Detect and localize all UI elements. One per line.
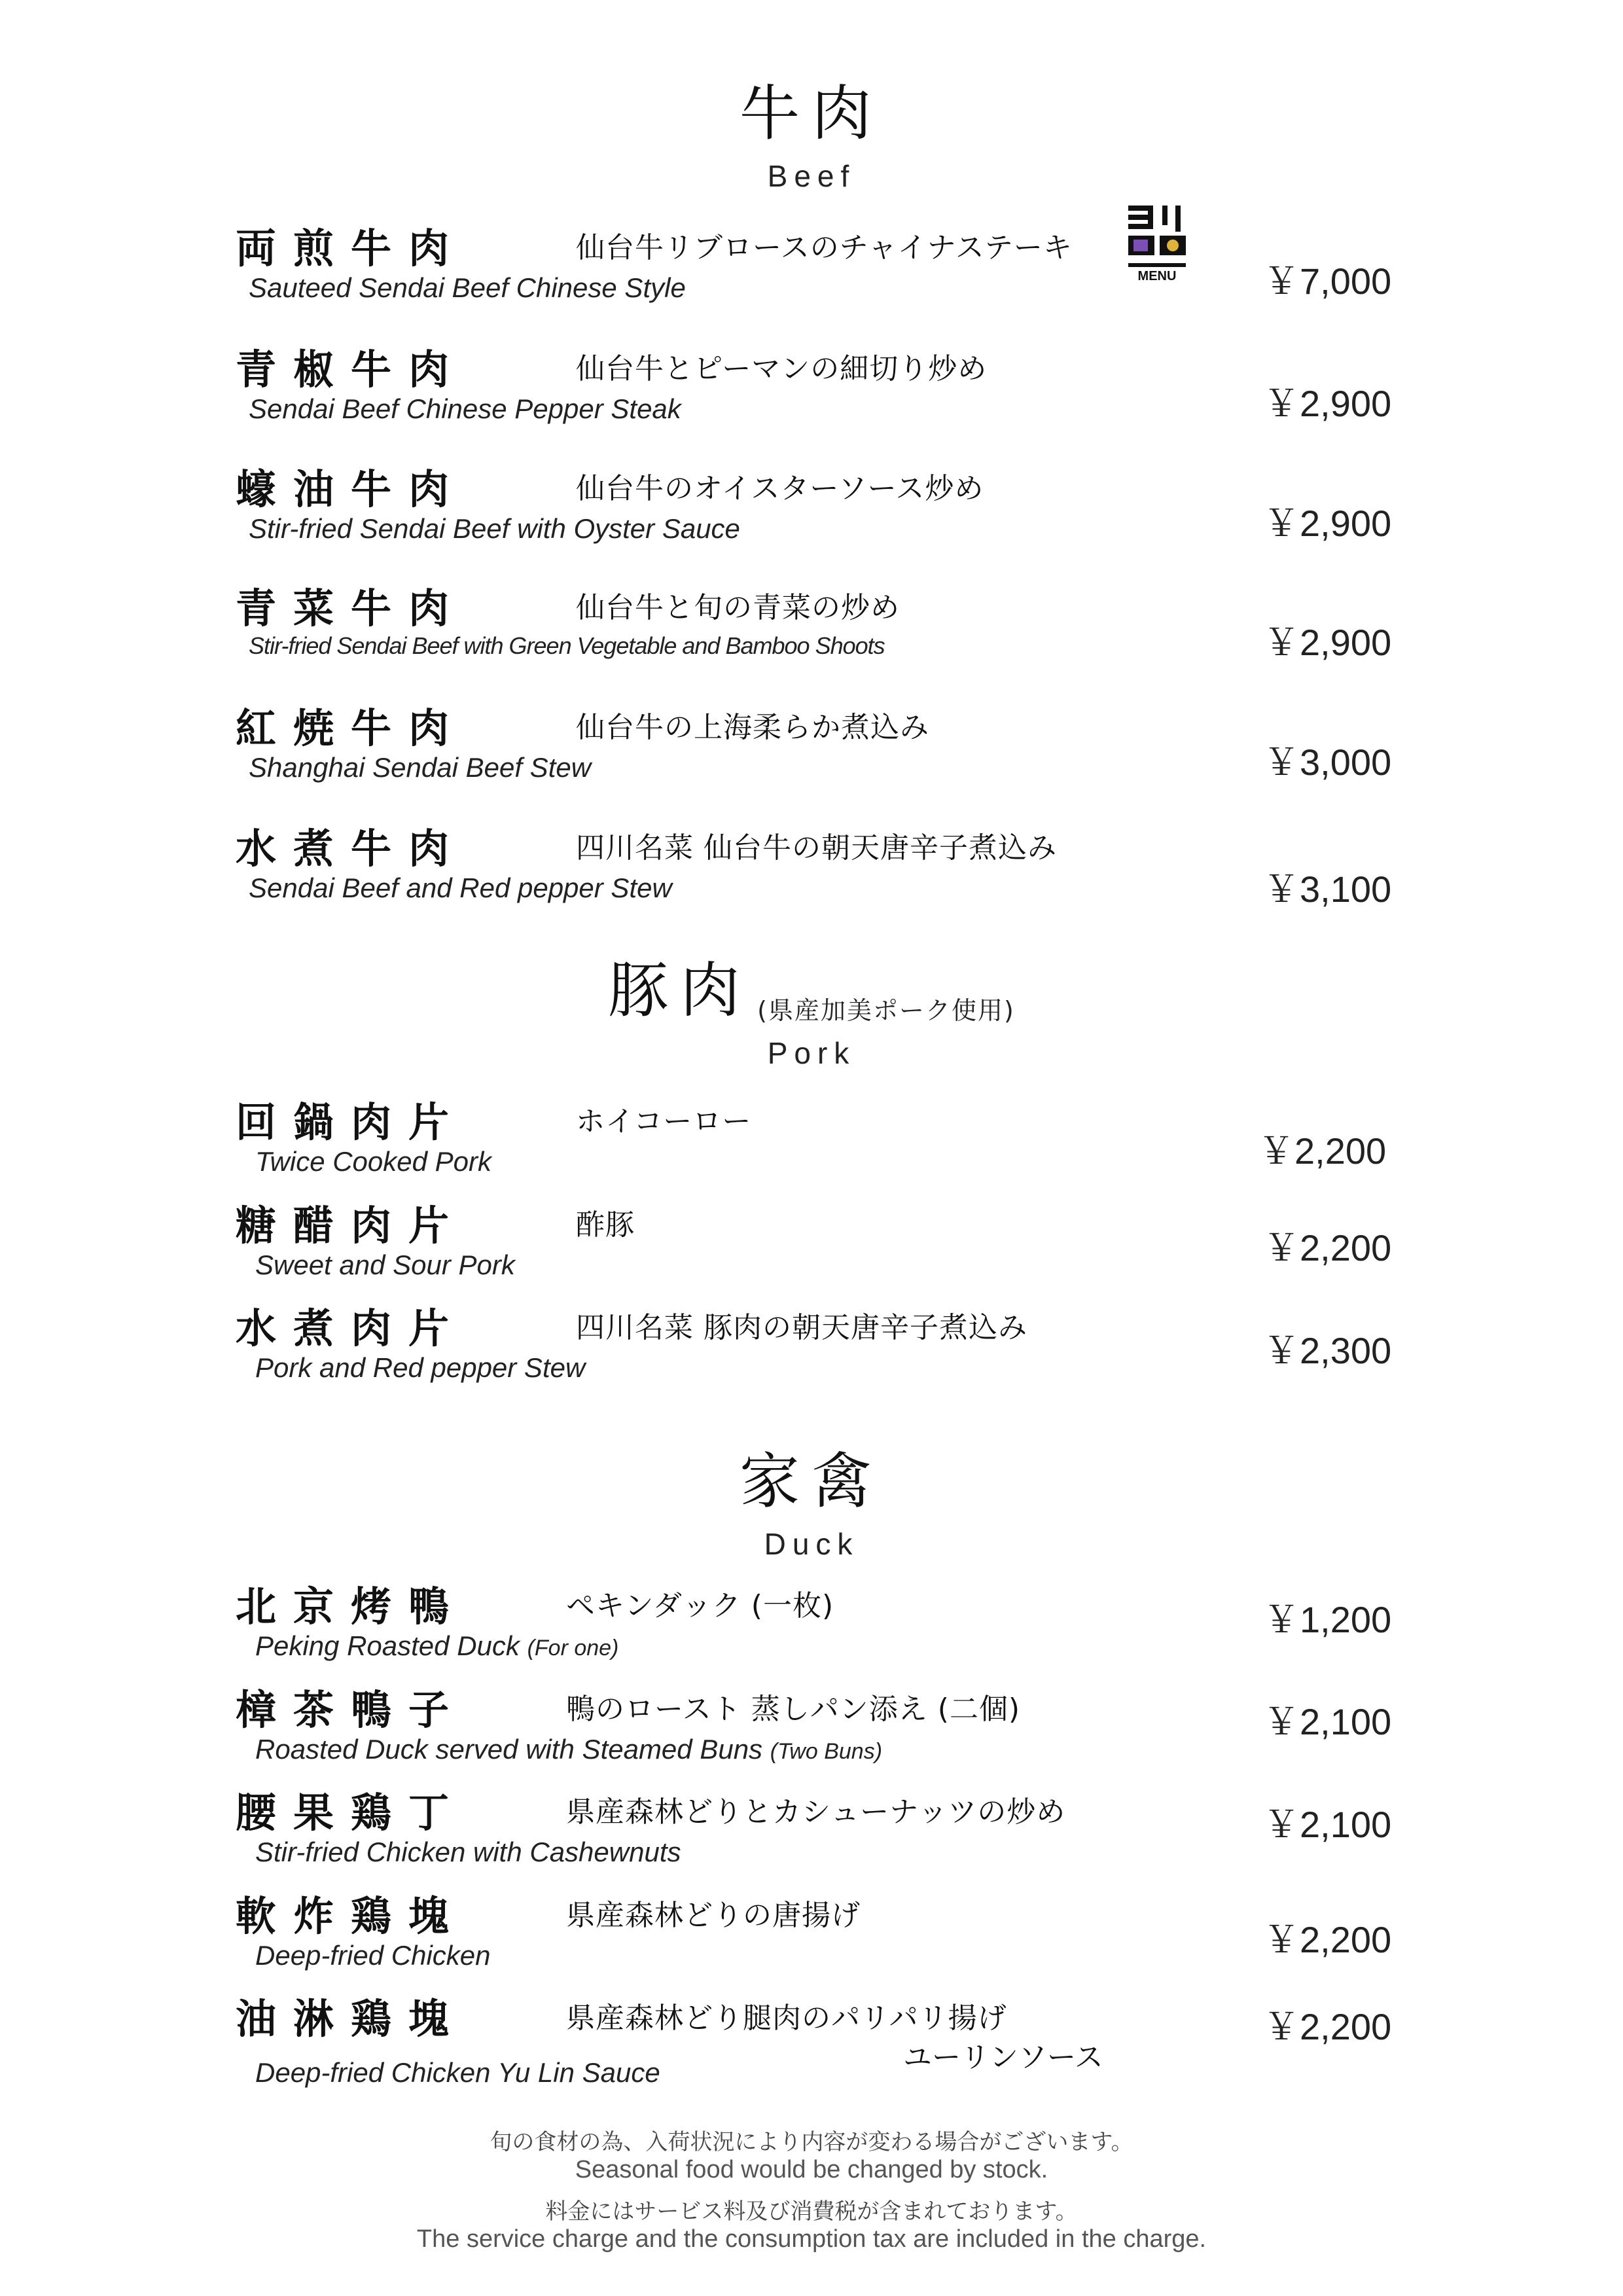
dish-name: 水煮肉片	[236, 1304, 467, 1352]
dish-price: ￥2,200	[1258, 1130, 1387, 1172]
beef-item-2	[0, 337, 1623, 455]
dish-name: 糖醋肉片	[236, 1202, 467, 1249]
beef-item-6	[0, 816, 1623, 934]
dish-name: 蠔油牛肉	[236, 465, 467, 513]
dish-desc-jp: 仙台牛リブロースのチャイナステーキ	[576, 231, 1073, 264]
dish-desc-en: Sauteed Sendai Beef Chinese Style	[249, 272, 686, 303]
dish-desc-jp: 四川名菜 仙台牛の朝天唐辛子煮込み	[576, 831, 1057, 865]
dish-price: ￥2,100	[1263, 1804, 1392, 1845]
dish-price: ￥7,000	[1263, 260, 1392, 302]
dish-desc-jp: 鴨のロースト 蒸しパン添え (二個)	[566, 1693, 1021, 1726]
dish-name: 紅焼牛肉	[236, 704, 467, 752]
dish-price: ￥3,100	[1263, 869, 1392, 910]
dish-price: ￥2,300	[1263, 1330, 1392, 1371]
dish-desc-en: Deep-fried Chicken Yu Lin Sauce	[255, 2057, 660, 2088]
dish-desc-en: Stir-fried Sendai Beef with Green Vegetable and Bamboo Shoots	[249, 632, 885, 659]
pork-title-jp: 豚肉	[608, 956, 753, 1026]
dish-desc-en: Shanghai Sendai Beef Stew	[249, 752, 592, 783]
dish-desc-jp-line2: ユーリンソース	[903, 2041, 1103, 2074]
dish-name: 油淋鶏塊	[236, 1995, 467, 2043]
pork-section-title	[0, 942, 1623, 1071]
dish-desc-jp: 酢豚	[576, 1208, 635, 1242]
dish-name: 両煎牛肉	[236, 224, 467, 272]
dish-name: 腰果鶏丁	[236, 1789, 467, 1837]
dish-desc-jp: 県産森林どりの唐揚げ	[566, 1899, 861, 1932]
beef-title-jp: 牛肉	[739, 79, 883, 149]
beef-section-title	[0, 65, 1623, 194]
dish-desc-jp: ホイコーロー	[576, 1105, 752, 1138]
dish-price: ￥2,900	[1263, 383, 1392, 424]
dish-price: ￥2,200	[1263, 1919, 1392, 1960]
dish-desc-en: Sendai Beef Chinese Pepper Steak	[249, 393, 681, 424]
beef-item-1	[0, 216, 1623, 334]
dish-desc-jp: 仙台牛のオイスターソース炒め	[576, 472, 984, 505]
footer-notes	[0, 2124, 1623, 2253]
duck-item-4	[0, 1884, 1623, 2001]
footer-line2-jp: 料金にはサービス料及び消費税が含まれております。	[545, 2198, 1078, 2225]
dish-name: 樟茶鴨子	[236, 1686, 467, 1734]
dish-desc-en	[255, 1734, 882, 1765]
dish-price: ￥2,100	[1263, 1701, 1392, 1742]
footer-line1-jp: 旬の食材の為、入荷状況により内容が変わる場合がございます。	[490, 2129, 1133, 2155]
dish-price: ￥1,200	[1263, 1599, 1392, 1640]
dish-desc-jp: ペキンダック (一枚)	[566, 1589, 834, 1623]
pork-title-note: (県産加美ポーク使用)	[757, 996, 1015, 1025]
dish-name: 軟炸鶏塊	[236, 1892, 467, 1940]
footer-line2-en: The service charge and the consumption tax are included in the charge.	[416, 2225, 1207, 2253]
dish-desc-jp: 仙台牛と旬の青菜の炒め	[576, 591, 900, 624]
duck-item-2	[0, 1677, 1623, 1795]
svg-text:MENU: MENU	[1137, 269, 1177, 283]
duck-item-1	[0, 1574, 1623, 1692]
dish-desc-en: Sendai Beef and Red pepper Stew	[249, 872, 672, 903]
dish-desc-en: Pork and Red pepper Stew	[255, 1352, 586, 1383]
dish-desc-jp: 四川名菜 豚肉の朝天唐辛子煮込み	[576, 1311, 1027, 1344]
duck-item-3	[0, 1780, 1623, 1898]
dish-desc-en: Sweet and Sour Pork	[255, 1249, 515, 1280]
dish-desc-jp: 仙台牛とピーマンの細切り炒め	[576, 352, 988, 386]
dish-name: 青菜牛肉	[236, 584, 467, 632]
dish-name: 水煮牛肉	[236, 825, 467, 872]
dish-desc-en	[255, 1630, 618, 1662]
duck-title-en: Duck	[764, 1527, 859, 1561]
pork-item-3	[0, 1296, 1623, 1414]
dish-desc-en-text: Peking Roasted Duck	[255, 1630, 520, 1661]
dish-name: 回鍋肉片	[236, 1098, 467, 1146]
dish-price: ￥2,900	[1263, 622, 1392, 663]
pork-title-en: Pork	[767, 1036, 856, 1070]
dish-desc-en-note: (Two Buns)	[770, 1739, 883, 1764]
dish-desc-en: Twice Cooked Pork	[255, 1146, 492, 1177]
dish-desc-en: Stir-fried Chicken with Cashewnuts	[255, 1837, 681, 1867]
beef-item-4	[0, 576, 1623, 694]
dish-price: ￥3,000	[1263, 742, 1392, 783]
dish-price: ￥2,900	[1263, 503, 1392, 544]
dish-desc-en: Deep-fried Chicken	[255, 1940, 491, 1971]
dish-desc-en-text: Roasted Duck served with Steamed Buns	[255, 1734, 763, 1765]
dish-price: ￥2,200	[1263, 1227, 1392, 1268]
duck-section-title	[0, 1433, 1623, 1562]
duck-title-jp: 家禽	[739, 1446, 883, 1516]
dish-desc-jp: 県産森林どりとカシューナッツの炒め	[566, 1795, 1066, 1829]
dish-name: 北京烤鴨	[236, 1583, 467, 1630]
beef-item-3	[0, 457, 1623, 575]
beef-item-5	[0, 696, 1623, 814]
dish-desc-jp: 仙台牛の上海柔らか煮込み	[576, 711, 929, 744]
pork-item-1	[0, 1090, 1623, 1208]
dish-desc-en: Stir-fried Sendai Beef with Oyster Sauce	[249, 513, 740, 544]
dish-name: 青椒牛肉	[236, 346, 467, 393]
duck-item-5	[0, 1986, 1623, 2104]
pork-item-2	[0, 1193, 1623, 1311]
dish-desc-en-note: (For one)	[527, 1636, 619, 1660]
dish-desc-jp: 県産森林どり腿肉のパリパリ揚げ	[566, 2001, 1007, 2035]
beef-title-en: Beef	[767, 159, 856, 193]
footer-line1-en: Seasonal food would be changed by stock.	[575, 2156, 1048, 2183]
dish-price: ￥2,200	[1263, 2006, 1392, 2047]
